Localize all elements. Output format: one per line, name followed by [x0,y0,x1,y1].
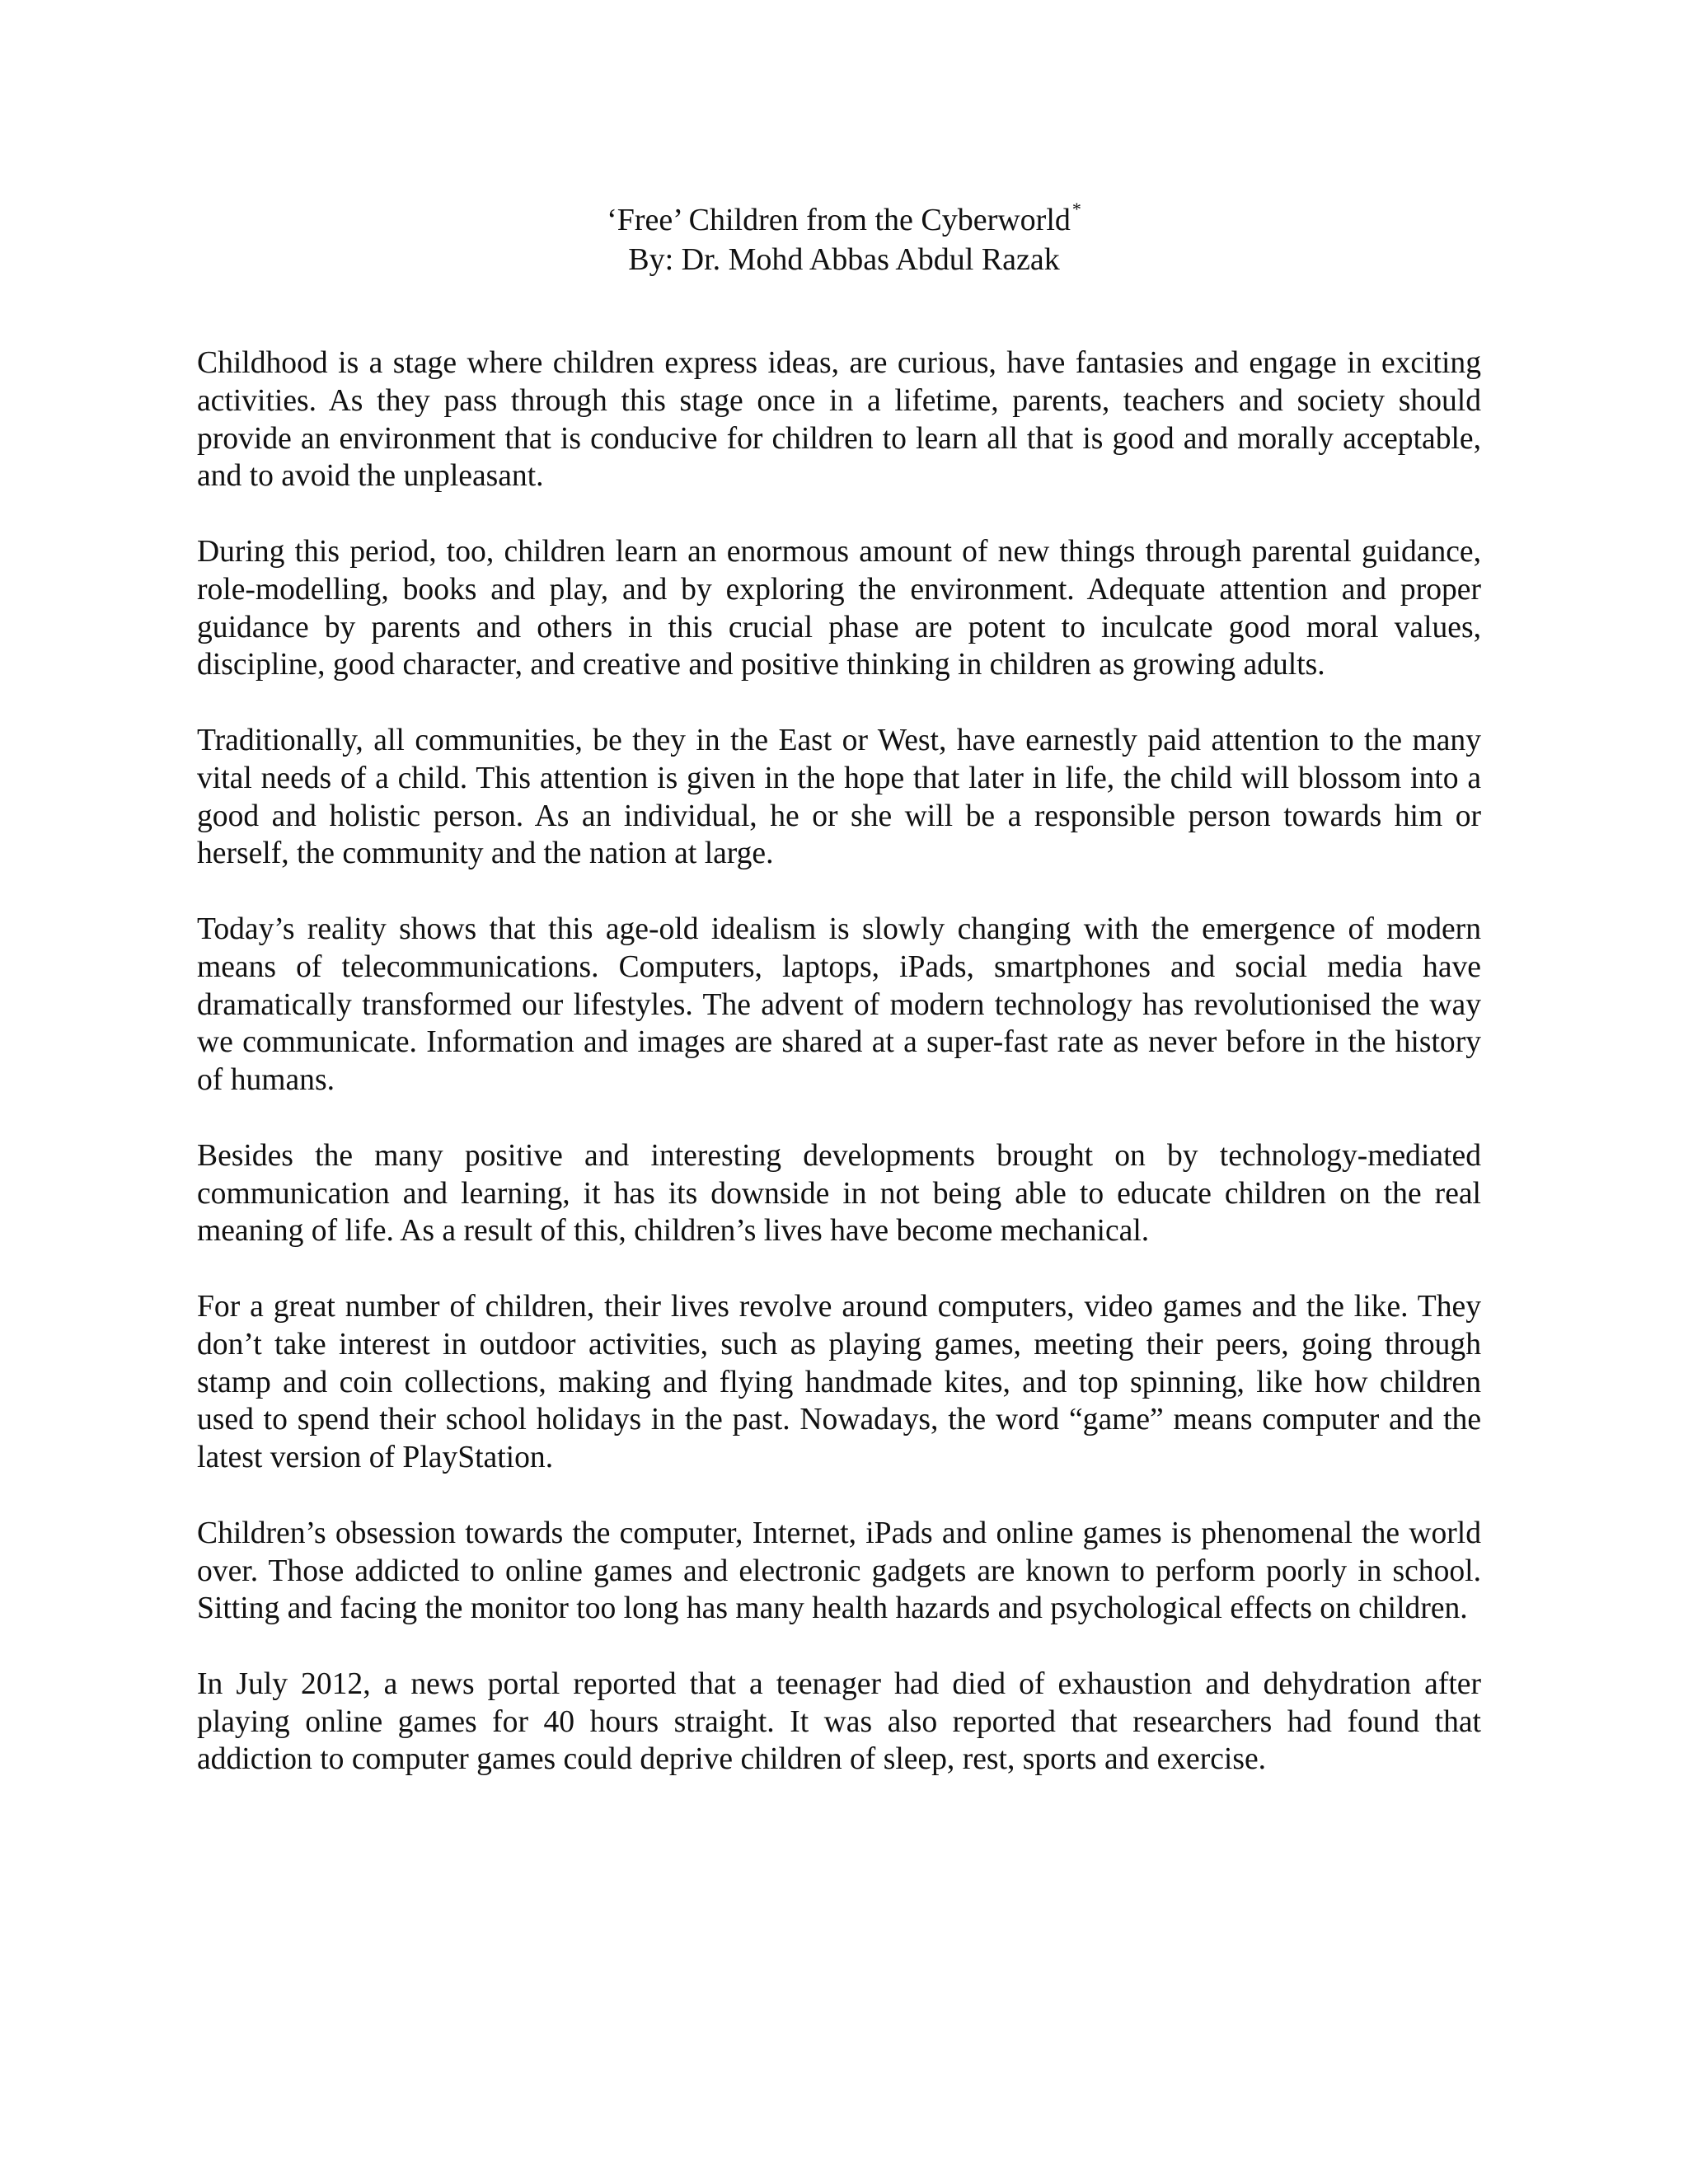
document-title-line [0,190,1688,240]
paragraph-2: During this period, too, children learn an enormous amount of new things through parental guidance, role-modelling, books and play, and by exploring the environment. Adequate attention and proper guidance by parents and others in this crucial phase are potent to inculcate good moral values, discipline, good character, and creative and positive thinking in children as growing adults. [197,534,1481,682]
paragraph-6: For a great number of children, their lives revolve around computers, video games and the like. They don’t take interest in outdoor activities, such as playing games, meeting their peers, going through stamp and coin collections, making and flying handmade kites, and top spinning, like how children used to spend their school holidays in the past. Nowadays, the word “game” means computer and the latest version of PlayStation. [197,1289,1481,1475]
paragraph-5: Besides the many positive and interesting developments brought on by technology-mediated communication and learning, it has its downside in not being able to educate children on the real meaning of life. As a result of this, children’s lives have become mechanical. [197,1138,1481,1249]
document-byline: By: Dr. Mohd Abbas Abdul Razak [628,242,1060,277]
paragraph-3: Traditionally, all communities, be they in the East or West, have earnestly paid attention to the many vital needs of a child. This attention is given in the hope that later in life, the child will blossom into a good and holistic person. As an individual, he or she will be a responsible person towards him or herself, the community and the nation at large. [197,723,1481,871]
paragraph-7: Children’s obsession towards the computer, Internet, iPads and online games is phenomenal the world over. Those addicted to online games and electronic gadgets are known to perform poorly in school. Sitting and facing the monitor too long has many health hazards and psychological effects on children. [197,1516,1481,1626]
document-body [197,344,1481,1816]
paragraph-8: In July 2012, a news portal reported that a teenager had died of exhaustion and dehydration after playing online games for 40 hours straight. It was also reported that researchers had found that addiction to computer games could deprive children of sleep, rest, sports and exercise. [197,1666,1481,1777]
paragraph-1: Childhood is a stage where children express ideas, are curious, have fantasies and engage in exciting activities. As they pass through this stage once in a lifetime, parents, teachers and society should provide an environment that is conducive for children to learn all that is good and morally acceptable, and to avoid the unpleasant. [197,346,1481,494]
title-block [0,190,1688,279]
document-title: ‘Free’ Children from the Cyberworld [607,203,1071,237]
paragraph-4: Today’s reality shows that this age-old idealism is slowly changing with the emergence of modern means of telecommunications. Computers, laptops, iPads, smartphones and social media have dramatically transformed our lifestyles. The advent of modern technology has revolutionised the way we communicate. Information and images are shared at a super-fast rate as never before in the history of humans. [197,912,1481,1098]
footnote-mark: * [1071,199,1081,219]
